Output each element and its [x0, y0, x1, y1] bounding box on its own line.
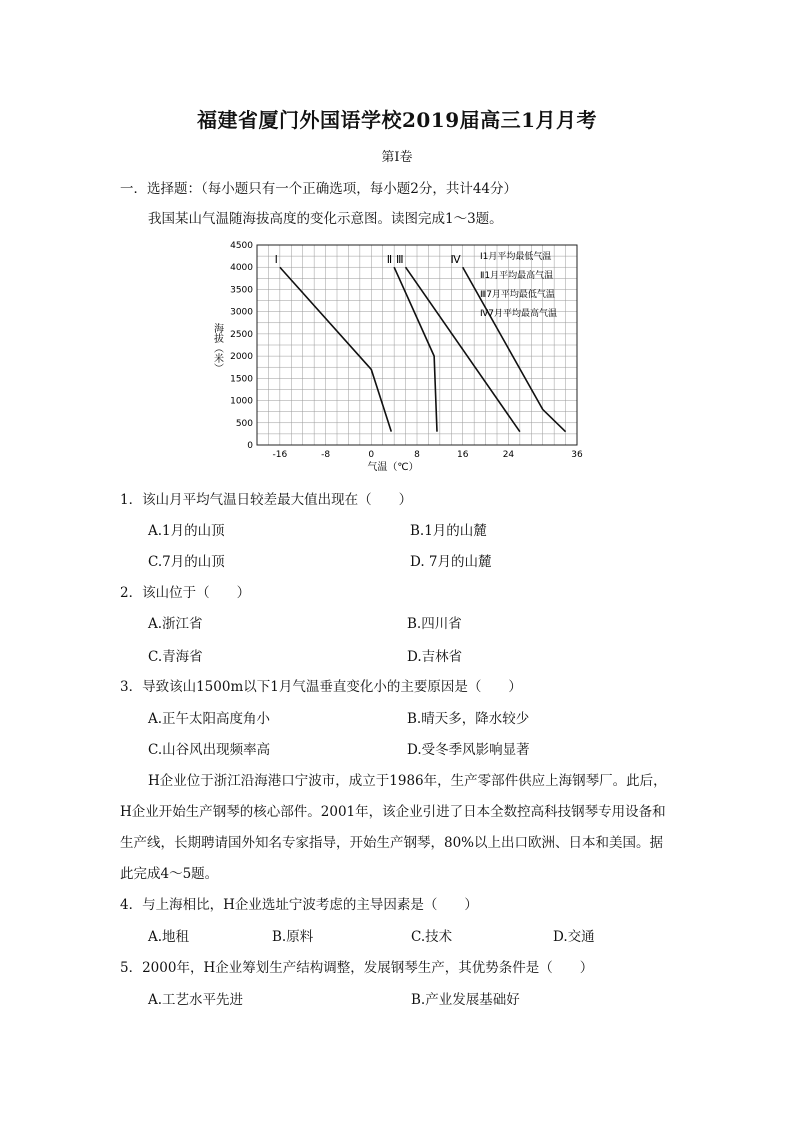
- q2-option-a[interactable]: A.浙江省: [148, 616, 203, 632]
- y-tick-label: 4500: [230, 241, 253, 251]
- passage-line-3: 生产线，长期聘请国外知名专家指导，开始生产钢琴，80%以上出口欧洲、日本和美国。据: [120, 835, 664, 851]
- question-3-stem: 3．导致该山1500m以下1月气温垂直变化小的主要原因是（ ）: [120, 679, 522, 695]
- y-tick-label: 3000: [230, 307, 253, 318]
- series-label-2: Ⅱ: [386, 253, 393, 267]
- series-line-2: [394, 267, 437, 431]
- x-axis-label: 气温（℃）: [367, 462, 419, 473]
- y-tick-label: 2000: [230, 352, 253, 363]
- y-axis-label: 海拔（米）: [211, 323, 223, 373]
- x-tick-label: 24: [502, 450, 515, 460]
- series-label-1: Ⅰ: [274, 253, 278, 267]
- q4-option-a[interactable]: A.地租: [148, 929, 190, 945]
- y-tick-label: 1500: [230, 374, 253, 385]
- q1-option-c[interactable]: C.7月的山顶: [148, 554, 225, 570]
- q2-option-b[interactable]: B.四川省: [407, 616, 462, 632]
- x-tick-label: 0: [368, 450, 375, 460]
- x-tick-label: 36: [571, 450, 583, 460]
- passage-line-2: H企业开始生产钢琴的核心部件。2001年，该企业引进了日本全数控高科技钢琴专用设备和: [120, 804, 666, 820]
- series-label-3: Ⅲ: [395, 253, 404, 267]
- x-tick-label: 8: [414, 450, 420, 460]
- q4-option-c[interactable]: C.技术: [411, 929, 453, 945]
- question-2-stem: 2．该山位于（ ）: [120, 585, 251, 601]
- y-tick-label: 0: [247, 441, 253, 451]
- legend-entry: Ⅰ1月平均最低气温: [480, 252, 552, 262]
- passage-line-1: H企业位于浙江沿海港口宁波市，成立于1986年，生产零部件供应上海钢琴厂。此后，: [148, 773, 667, 789]
- section-heading: 一．选择题：（每小题只有一个正确选项，每小题2分，共计44分）: [120, 181, 518, 197]
- q2-option-d[interactable]: D.吉林省: [407, 649, 463, 665]
- chart-legend: [480, 250, 557, 319]
- q2-option-c[interactable]: C.青海省: [148, 649, 203, 665]
- y-tick-label: 500: [235, 418, 253, 429]
- x-tick-label: -16: [272, 450, 288, 460]
- q3-option-a[interactable]: A.正午太阳高度角小: [148, 711, 271, 727]
- q4-option-b[interactable]: B.原料: [272, 929, 314, 945]
- question-1-stem: 1．该山月平均气温日较差最大值出现在（ ）: [120, 492, 413, 508]
- q3-option-d[interactable]: D.受冬季风影响显著: [407, 742, 530, 758]
- q1-option-d[interactable]: D. 7月的山麓: [410, 554, 492, 570]
- q3-option-b[interactable]: B.晴天多，降水较少: [407, 711, 530, 727]
- legend-entry: Ⅳ7月平均最高气温: [480, 309, 558, 319]
- question-5-stem: 5．2000年，H企业筹划生产结构调整，发展钢琴生产，其优势条件是（ ）: [120, 960, 594, 976]
- series-label-4: Ⅳ: [450, 253, 461, 267]
- y-tick-label: 2500: [230, 329, 253, 340]
- q3-option-c[interactable]: C.山谷风出现频率高: [148, 742, 271, 758]
- q5-option-a[interactable]: A.工艺水平先进: [148, 992, 244, 1008]
- passage-line-4: 此完成4～5题。: [120, 866, 219, 882]
- legend-entry: Ⅲ7月平均最低气温: [480, 290, 555, 300]
- legend-entry: Ⅱ1月平均最高气温: [480, 271, 554, 281]
- x-tick-label: -8: [321, 450, 331, 460]
- page-title: 福建省厦门外国语学校2019届高三1月月考: [196, 108, 598, 132]
- y-tick-label: 4000: [230, 263, 253, 274]
- q1-option-a[interactable]: A.1月的山顶: [148, 523, 225, 539]
- x-tick-label: 16: [456, 450, 469, 460]
- q4-option-d[interactable]: D.交通: [553, 929, 595, 945]
- temperature-altitude-chart: [205, 238, 595, 478]
- q5-option-b[interactable]: B.产业发展基础好: [411, 992, 520, 1008]
- y-tick-label: 1000: [230, 396, 253, 407]
- section-intro: 我国某山气温随海拔高度的变化示意图。读图完成1～3题。: [148, 211, 503, 227]
- y-tick-label: 3500: [230, 285, 253, 296]
- series-line-1: [280, 267, 391, 431]
- question-4-stem: 4．与上海相比，H企业选址宁波考虑的主导因素是（ ）: [120, 897, 478, 913]
- volume-label: 第Ⅰ卷: [381, 150, 413, 165]
- q1-option-b[interactable]: B.1月的山麓: [410, 523, 487, 539]
